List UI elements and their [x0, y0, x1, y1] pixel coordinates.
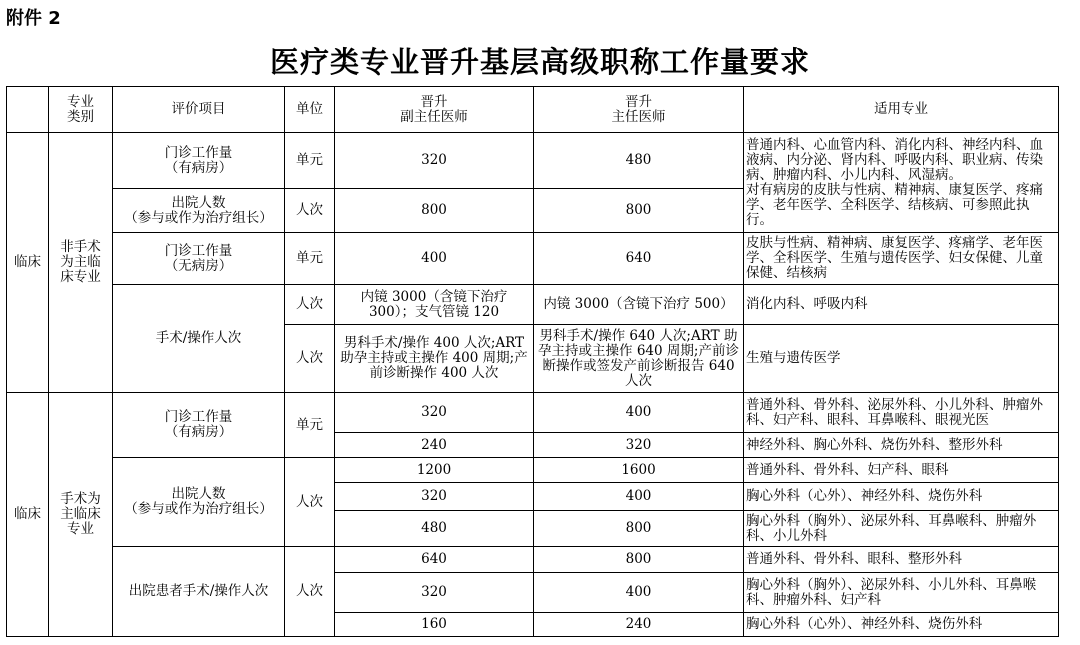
chief-value-cell: 320: [534, 433, 744, 458]
eval-item-cell: 门诊工作量 （有病房）: [113, 133, 285, 189]
subcategory-cell: 非手术 为主临 床专业: [49, 133, 113, 393]
table-row: [7, 133, 1059, 189]
deputy-value-cell: 内镜 3000（含镜下治疗 300）；支气管镜 120: [335, 285, 534, 325]
chief-value-cell: 640: [534, 233, 744, 285]
chief-value-cell: 480: [534, 133, 744, 189]
chief-value-cell: 内镜 3000（含镜下治疗 500）: [534, 285, 744, 325]
subcategory-cell: 手术为 主临床 专业: [49, 393, 113, 637]
chief-value-cell: 1600: [534, 458, 744, 483]
deputy-value-cell: 800: [335, 189, 534, 233]
table-row: [7, 393, 1059, 433]
eval-item-cell: 门诊工作量 （有病房）: [113, 393, 285, 458]
deputy-value-cell: 320: [335, 483, 534, 511]
deputy-value-cell: 320: [335, 573, 534, 613]
table-row: [7, 233, 1059, 285]
eval-item-cell: 门诊工作量 （无病房）: [113, 233, 285, 285]
deputy-value-cell: 480: [335, 511, 534, 547]
chief-value-cell: 400: [534, 573, 744, 613]
specialty-cell: 生殖与遗传医学: [744, 325, 1059, 393]
specialty-cell: 皮肤与性病、精神病、康复医学、疼痛学、老年医学、全科医学、生殖与遗传医学、妇女保健、儿童保健、结核病: [744, 233, 1059, 285]
deputy-value-cell: 240: [335, 433, 534, 458]
header-eval-item: 评价项目: [113, 87, 285, 133]
specialty-cell: 消化内科、呼吸内科: [744, 285, 1059, 325]
chief-value-cell: 800: [534, 511, 744, 547]
unit-cell: 人次: [285, 458, 335, 547]
header-row: [7, 87, 1059, 133]
chief-value-cell: 800: [534, 189, 744, 233]
unit-cell: 单元: [285, 233, 335, 285]
specialty-cell: 神经外科、胸心外科、烧伤外科、整形外科: [744, 433, 1059, 458]
category-cell: 临床: [7, 393, 49, 637]
unit-cell: 人次: [285, 325, 335, 393]
table-row: [7, 285, 1059, 325]
chief-value-cell: 800: [534, 547, 744, 573]
deputy-value-cell: 640: [335, 547, 534, 573]
specialty-cell: 胸心外科（心外）、神经外科、烧伤外科: [744, 613, 1059, 637]
unit-cell: 人次: [285, 189, 335, 233]
header-unit: 单位: [285, 87, 335, 133]
specialty-cell: 胸心外科（胸外）、泌尿外科、小儿外科、耳鼻喉科、肿瘤外科、妇产科: [744, 573, 1059, 613]
chief-value-cell: 240: [534, 613, 744, 637]
specialty-cell: 普通外科、骨外科、泌尿外科、小儿外科、肿瘤外科、妇产科、眼科、耳鼻喉科、眼视光医: [744, 393, 1059, 433]
deputy-value-cell: 400: [335, 233, 534, 285]
chief-value-cell: 400: [534, 393, 744, 433]
unit-cell: 单元: [285, 133, 335, 189]
header-category: 专业 类别: [49, 87, 113, 133]
page-title: 医疗类专业晋升基层高级职称工作量要求: [269, 45, 810, 79]
eval-item-cell: 出院人数 （参与或作为治疗组长）: [113, 189, 285, 233]
header-blank: [7, 87, 49, 133]
unit-cell: 人次: [285, 547, 335, 637]
header-deputy: 晋升 副主任医师: [335, 87, 534, 133]
specialty-cell: 普通内科、心血管内科、消化内科、神经内科、血液病、内分泌、肾内科、呼吸内科、职业病、传染病、肿瘤内科、小儿内科、风湿病。 对有病房的皮肤与性病、精神病、康复医学、疼痛学、老年医学、全科医学、结核病、可参照此执行。: [744, 133, 1059, 233]
specialty-cell: 胸心外科（心外）、神经外科、烧伤外科: [744, 483, 1059, 511]
eval-item-cell: 出院人数 （参与或作为治疗组长）: [113, 458, 285, 547]
category-cell: 临床: [7, 133, 49, 393]
eval-item-cell: 出院患者手术/操作人次: [113, 547, 285, 637]
deputy-value-cell: 320: [335, 133, 534, 189]
specialty-cell: 胸心外科（胸外）、泌尿外科、耳鼻喉科、肿瘤外科、小儿外科: [744, 511, 1059, 547]
table-row: [7, 547, 1059, 573]
table-row: [7, 458, 1059, 483]
deputy-value-cell: 男科手术/操作 400 人次;ART 助孕主持或主操作 400 周期;产前诊断操作 400 人次: [335, 325, 534, 393]
deputy-value-cell: 320: [335, 393, 534, 433]
unit-cell: 单元: [285, 393, 335, 458]
unit-cell: 人次: [285, 285, 335, 325]
chief-value-cell: 男科手术/操作 640 人次;ART 助孕主持或主操作 640 周期;产前诊断操作或签发产前诊断报告 640 人次: [534, 325, 744, 393]
attachment-label: 附件 2: [6, 8, 61, 29]
header-chief: 晋升 主任医师: [534, 87, 744, 133]
specialty-cell: 普通外科、骨外科、眼科、整形外科: [744, 547, 1059, 573]
header-specialty: 适用专业: [744, 87, 1059, 133]
specialty-cell: 普通外科、骨外科、妇产科、眼科: [744, 458, 1059, 483]
deputy-value-cell: 160: [335, 613, 534, 637]
deputy-value-cell: 1200: [335, 458, 534, 483]
eval-item-cell: 手术/操作人次: [113, 285, 285, 393]
chief-value-cell: 400: [534, 483, 744, 511]
workload-table: [6, 86, 1059, 637]
